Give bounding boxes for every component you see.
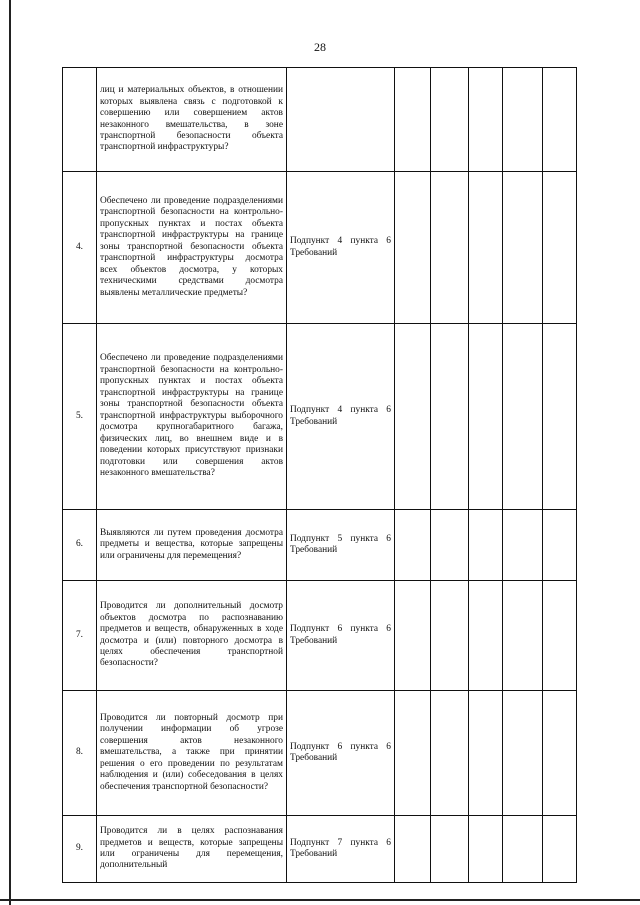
not-applicable-cell <box>469 510 503 581</box>
answer-no-cell <box>431 172 469 324</box>
answer-yes-cell <box>395 324 431 510</box>
note-cell <box>503 324 543 510</box>
question-text: Обеспечено ли проведение подразделениями транспортной безопасности на контрольно-пропускных пунктах и постах объекта транспортной инфраструктуры на границе зоны транспортной безопасности объекта транспортной инфраструктуры досмотра всех объектов досмотра, у которых техническими средствами досмотра выявлены металлические предметы? <box>97 172 287 324</box>
requirement-reference: Подпункт 4 пункта 6 Требований <box>287 172 395 324</box>
answer-yes-cell <box>395 510 431 581</box>
not-applicable-cell <box>469 172 503 324</box>
extra-cell <box>543 816 577 883</box>
requirement-reference: Подпункт 7 пункта 6 Требований <box>287 816 395 883</box>
answer-yes-cell <box>395 581 431 691</box>
row-number: 8. <box>63 691 97 816</box>
answer-no-cell <box>431 816 469 883</box>
page-number: 28 <box>314 40 326 54</box>
note-cell <box>503 172 543 324</box>
not-applicable-cell <box>469 68 503 172</box>
table-row <box>63 172 577 324</box>
row-number: 4. <box>63 172 97 324</box>
answer-no-cell <box>431 691 469 816</box>
question-text: Обеспечено ли проведение подразделениями транспортной безопасности на контрольно-пропускных пунктах и постах объекта транспортной инфраструктуры на границе зоны транспортной безопасности объекта транспортной инфраструктуры выборочного досмотра крупногабаритного багажа, физических лиц, во внешнем виде и в поведении которых присутствуют признаки подготовки или совершения актов незаконного вмешательства? <box>97 324 287 510</box>
requirement-reference: Подпункт 5 пункта 6 Требований <box>287 510 395 581</box>
extra-cell <box>543 510 577 581</box>
note-cell <box>503 510 543 581</box>
answer-no-cell <box>431 324 469 510</box>
checklist-table <box>62 67 577 883</box>
question-text: Проводится ли дополнительный досмотр объектов досмотра по распознаванию предметов и веществ, обнаруженных в ходе досмотра и (или) повторного досмотра в целях обеспечения транспортной безопасности? <box>97 581 287 691</box>
not-applicable-cell <box>469 581 503 691</box>
table-row <box>63 68 577 172</box>
row-number <box>63 68 97 172</box>
not-applicable-cell <box>469 324 503 510</box>
answer-yes-cell <box>395 172 431 324</box>
table-row <box>63 581 577 691</box>
not-applicable-cell <box>469 816 503 883</box>
row-number: 5. <box>63 324 97 510</box>
answer-no-cell <box>431 510 469 581</box>
answer-no-cell <box>431 68 469 172</box>
extra-cell <box>543 172 577 324</box>
note-cell <box>503 691 543 816</box>
answer-yes-cell <box>395 691 431 816</box>
row-number: 9. <box>63 816 97 883</box>
note-cell <box>503 816 543 883</box>
table-row <box>63 691 577 816</box>
not-applicable-cell <box>469 691 503 816</box>
question-text: Проводится ли в целях распознавания предметов и веществ, которые запрещены или ограничены для перемещения, дополнительный <box>97 816 287 883</box>
table-row <box>63 324 577 510</box>
table-row <box>63 510 577 581</box>
scan-left-edge <box>9 0 11 905</box>
extra-cell <box>543 581 577 691</box>
row-number: 6. <box>63 510 97 581</box>
requirement-reference <box>287 68 395 172</box>
requirement-reference: Подпункт 4 пункта 6 Требований <box>287 324 395 510</box>
question-text: Выявляются ли путем проведения досмотра предметы и вещества, которые запрещены или ограничены для перемещения? <box>97 510 287 581</box>
table-row <box>63 816 577 883</box>
question-text: Проводится ли повторный досмотр при получении информации об угрозе совершения актов незаконного вмешательства, а также при принятии решения о его проведении по результатам наблюдения и (или) собеседования в целях обеспечения транспортной безопасности? <box>97 691 287 816</box>
note-cell <box>503 68 543 172</box>
question-text: лиц и материальных объектов, в отношении которых выявлена связь с подготовкой к совершению или совершением актов незаконного вмешательства, в зоне транспортной безопасности объекта транспортной инфраструктуры? <box>97 68 287 172</box>
extra-cell <box>543 324 577 510</box>
answer-no-cell <box>431 581 469 691</box>
answer-yes-cell <box>395 816 431 883</box>
requirement-reference: Подпункт 6 пункта 6 Требований <box>287 691 395 816</box>
scan-bottom-edge <box>0 899 640 901</box>
answer-yes-cell <box>395 68 431 172</box>
extra-cell <box>543 691 577 816</box>
requirement-reference: Подпункт 6 пункта 6 Требований <box>287 581 395 691</box>
note-cell <box>503 581 543 691</box>
row-number: 7. <box>63 581 97 691</box>
extra-cell <box>543 68 577 172</box>
